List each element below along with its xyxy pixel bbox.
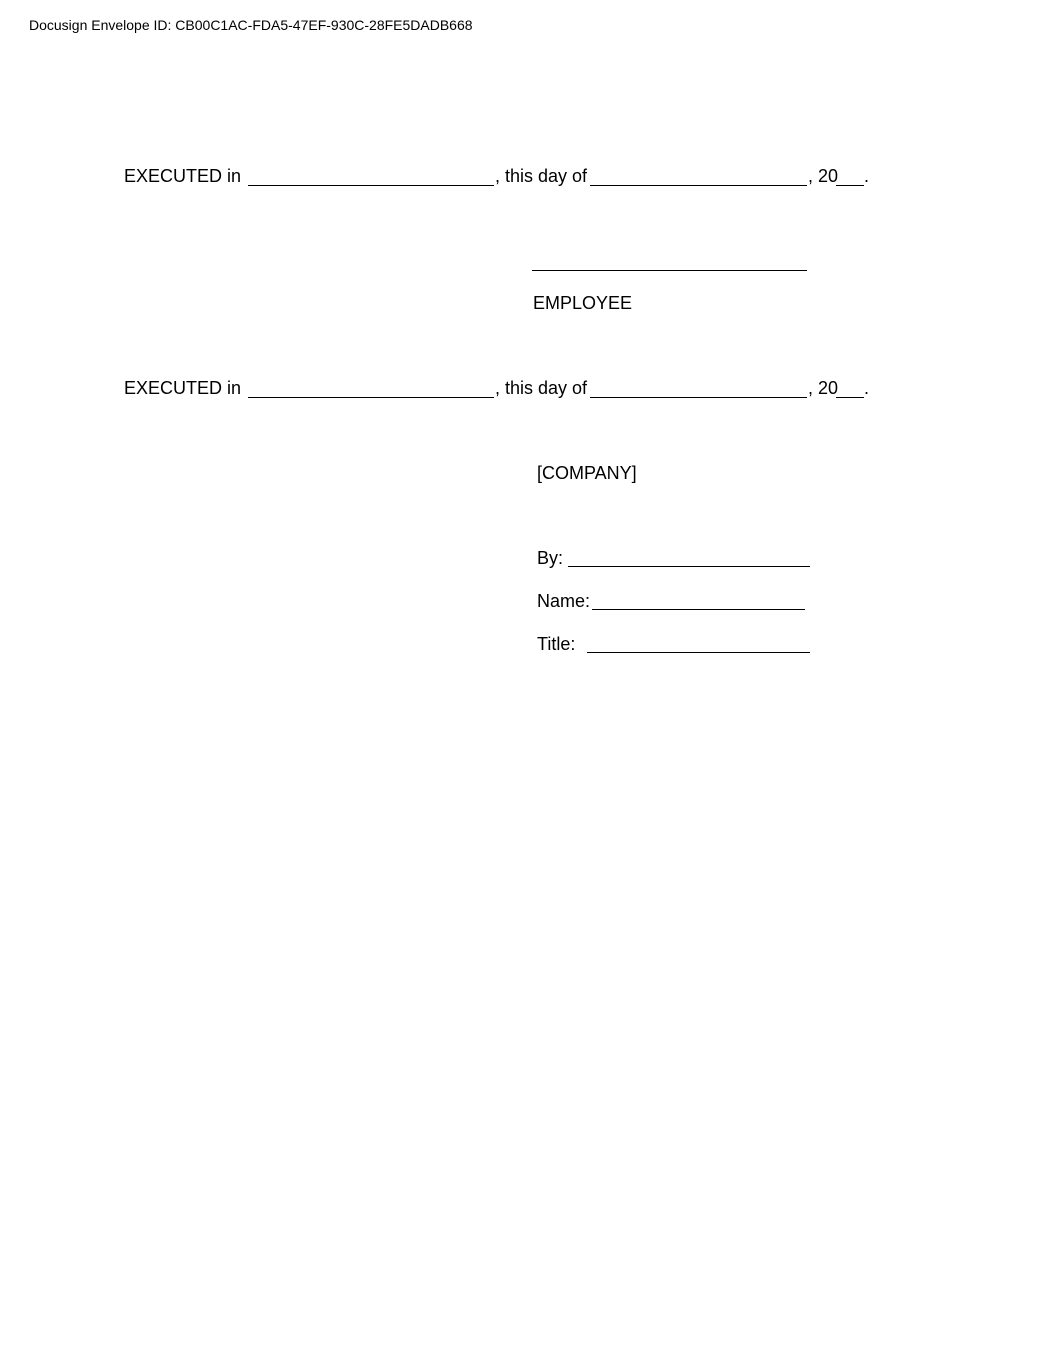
period-label: . <box>864 166 870 186</box>
by-signature-line[interactable] <box>568 566 810 567</box>
name-line[interactable] <box>592 609 805 610</box>
employee-label: EMPLOYEE <box>533 293 633 313</box>
title-label: Title: <box>537 634 576 654</box>
period-label: . <box>864 378 870 398</box>
company-day-blank[interactable] <box>590 397 807 398</box>
name-label: Name: <box>537 591 591 611</box>
envelope-id: Docusign Envelope ID: CB00C1AC-FDA5-47EF-930C-28FE5DADB668 <box>29 17 473 33</box>
executed-in-label: EXECUTED in <box>124 166 242 186</box>
this-day-of-label: , this day of <box>495 378 588 398</box>
company-label: [COMPANY] <box>537 463 637 483</box>
employee-location-blank[interactable] <box>248 185 494 186</box>
year-prefix-label: , 20 <box>808 166 839 186</box>
executed-in-label: EXECUTED in <box>124 378 242 398</box>
company-year-blank[interactable] <box>836 397 864 398</box>
by-label: By: <box>537 548 564 568</box>
this-day-of-label: , this day of <box>495 166 588 186</box>
title-line[interactable] <box>587 652 810 653</box>
employee-day-blank[interactable] <box>590 185 807 186</box>
employee-signature-line[interactable] <box>532 270 807 271</box>
company-location-blank[interactable] <box>248 397 494 398</box>
year-prefix-label: , 20 <box>808 378 839 398</box>
employee-year-blank[interactable] <box>836 185 864 186</box>
